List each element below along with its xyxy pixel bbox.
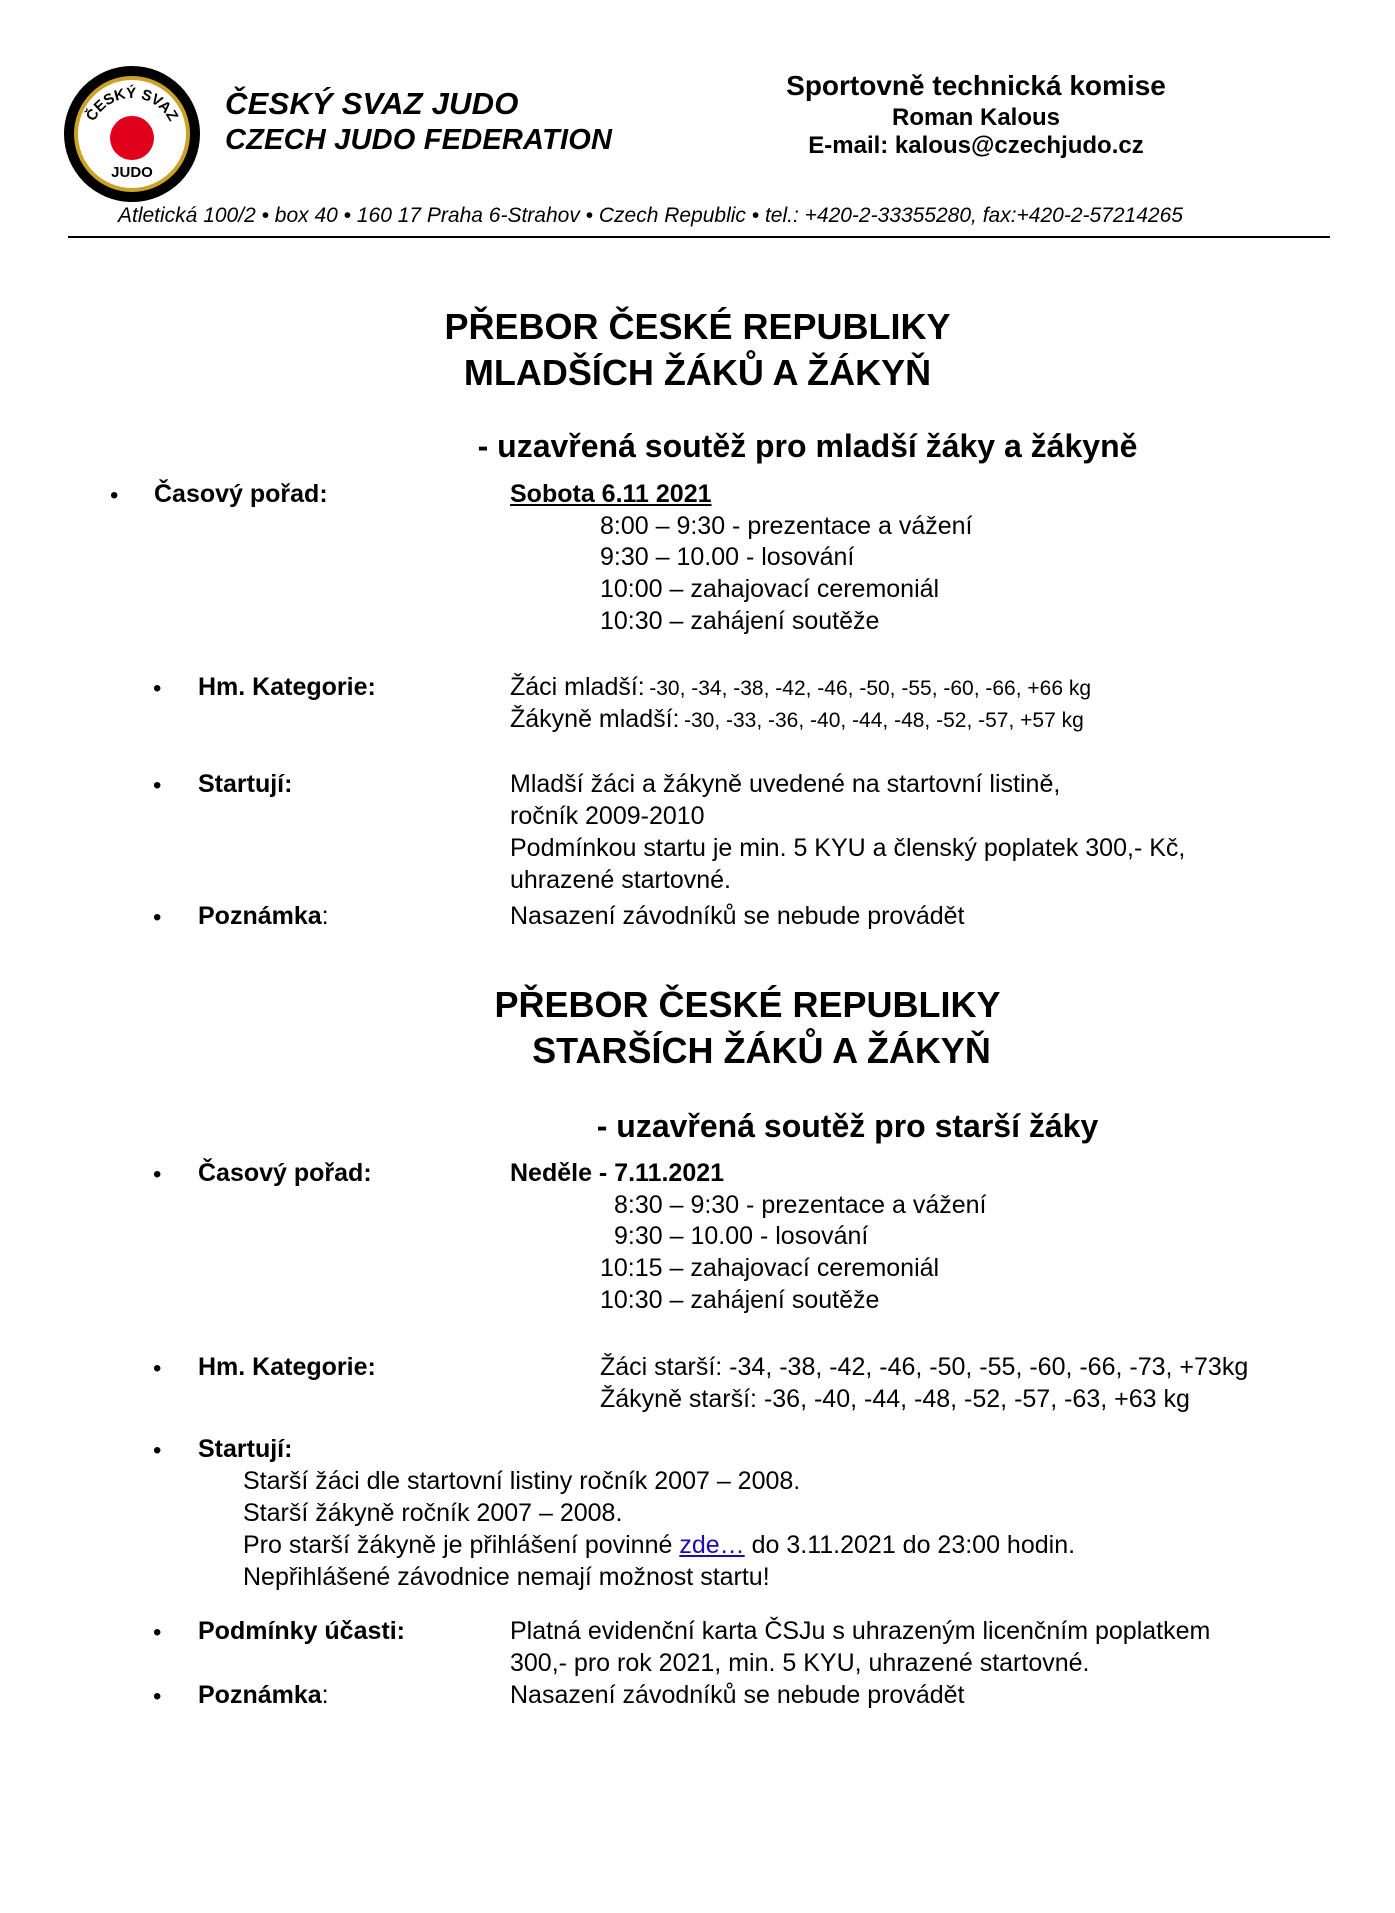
section2-start-label: Startují: bbox=[198, 1435, 293, 1463]
org-name-en: CZECH JUDO FEDERATION bbox=[225, 124, 613, 156]
section1-title-line1: PŘEBOR ČESKÉ REPUBLIKY bbox=[444, 306, 951, 347]
section2-categories-label: Hm. Kategorie: bbox=[198, 1353, 376, 1381]
section2-schedule-day: Neděle - 7.11.2021 bbox=[510, 1159, 725, 1187]
section2-schedule-item: 10:30 – zahájení soutěže bbox=[600, 1286, 880, 1314]
section2-title-line2: STARŠÍCH ŽÁKŮ A ŽÁKYŇ bbox=[532, 1030, 991, 1071]
bullet-icon: • bbox=[153, 904, 162, 931]
section2-start-line: Starší žákyně ročník 2007 – 2008. bbox=[243, 1499, 623, 1527]
committee-name: Sportovně technická komise bbox=[786, 70, 1166, 101]
section2-conditions-label: Podmínky účasti: bbox=[198, 1617, 405, 1645]
section1-schedule-label: Časový pořad: bbox=[154, 480, 328, 508]
org-name-cz: ČESKÝ SVAZ JUDO bbox=[225, 86, 519, 121]
section1-start-line: uhrazené startovné. bbox=[510, 866, 731, 894]
address-line: Atletická 100/2 • box 40 • 160 17 Praha 6-Strahov • Czech Republic • tel.: +420-2-33355280, fax:+420-2-57214265 bbox=[118, 204, 1183, 227]
section2-cat-boys: Žáci starší: -34, -38, -42, -46, -50, -55, -60, -66, -73, +73kg bbox=[600, 1353, 1249, 1381]
section2-note-text: Nasazení závodníků se nebude provádět bbox=[510, 1681, 965, 1709]
section2-subtitle: - uzavřená soutěž pro starší žáky bbox=[596, 1108, 1099, 1144]
section1-schedule-item: 8:00 – 9:30 - prezentace a vážení bbox=[600, 512, 973, 540]
section2-conditions-line: 300,- pro rok 2021, min. 5 KYU, uhrazené startovné. bbox=[510, 1649, 1090, 1677]
section1-start-line: ročník 2009-2010 bbox=[510, 802, 705, 830]
section1-schedule-day: Sobota 6.11 2021 bbox=[510, 480, 712, 508]
cat-girls-values: -30, -33, -36, -40, -44, -48, -52, -57, +57 kg bbox=[683, 709, 1084, 732]
section2-schedule-label: Časový pořad: bbox=[198, 1159, 372, 1187]
section1-note-label: Poznámka: bbox=[198, 902, 329, 930]
logo-ring-text: ČESKÝ SVAZ bbox=[82, 84, 182, 125]
section1-cat-girls bbox=[510, 705, 1084, 734]
bullet-icon: • bbox=[153, 1355, 162, 1382]
bullet-icon: • bbox=[153, 675, 162, 702]
section1-start-line: Podmínkou startu je min. 5 KYU a členský poplatek 300,- Kč, bbox=[510, 834, 1186, 862]
section2-schedule-item: 9:30 – 10.00 - losování bbox=[614, 1222, 869, 1250]
contact-name: Roman Kalous bbox=[891, 104, 1061, 131]
header-divider bbox=[68, 236, 1330, 238]
section2-schedule-item: 8:30 – 9:30 - prezentace a vážení bbox=[614, 1191, 987, 1219]
cat-girls-label: Žákyně mladší: bbox=[510, 705, 680, 733]
section2-start-line: Pro starší žákyně je přihlášení povinné zde… do 3.11.2021 do 23:00 hodin. bbox=[243, 1531, 1076, 1559]
section1-start-label: Startují: bbox=[198, 770, 293, 798]
section1-note-text: Nasazení závodníků se nebude provádět bbox=[510, 902, 965, 930]
bullet-icon: • bbox=[153, 772, 162, 799]
section1-title-line2: MLADŠÍCH ŽÁKŮ A ŽÁKYŇ bbox=[463, 352, 932, 393]
section2-note-label: Poznámka: bbox=[198, 1681, 329, 1709]
section1-cat-boys bbox=[510, 673, 1091, 702]
section2-start-line: Starší žáci dle startovní listiny ročník 2007 – 2008. bbox=[243, 1467, 801, 1495]
bullet-icon: • bbox=[153, 1161, 162, 1188]
bullet-icon: • bbox=[110, 482, 119, 509]
section2-cat-girls: Žákyně starší: -36, -40, -44, -48, -52, -57, -63, +63 kg bbox=[600, 1385, 1190, 1413]
registration-link[interactable]: zde… bbox=[679, 1531, 745, 1559]
section1-schedule-item: 10:00 – zahajovací ceremoniál bbox=[600, 575, 940, 603]
section2-schedule-item: 10:15 – zahajovací ceremoniál bbox=[600, 1254, 940, 1282]
section2-start-line: Nepřihlášené závodnice nemají možnost startu! bbox=[243, 1563, 770, 1591]
bullet-icon: • bbox=[153, 1437, 162, 1464]
section1-schedule-item: 10:30 – zahájení soutěže bbox=[600, 607, 880, 635]
bullet-icon: • bbox=[153, 1619, 162, 1646]
section1-schedule-item: 9:30 – 10.00 - losování bbox=[600, 543, 855, 571]
czech-judo-logo bbox=[62, 64, 202, 204]
section1-subtitle: - uzavřená soutěž pro mladší žáky a žákyně bbox=[477, 428, 1138, 464]
section2-conditions-line: Platná evidenční karta ČSJu s uhrazeným licenčním poplatkem bbox=[510, 1617, 1211, 1645]
section1-start-line: Mladší žáci a žákyně uvedené na startovní listině, bbox=[510, 770, 1061, 798]
cat-boys-label: Žáci mladší: bbox=[510, 673, 645, 701]
contact-email: E-mail: kalous@czechjudo.cz bbox=[808, 132, 1144, 159]
section2-title-line1: PŘEBOR ČESKÉ REPUBLIKY bbox=[494, 984, 1001, 1025]
cat-boys-values: -30, -34, -38, -42, -46, -50, -55, -60, -66, +66 kg bbox=[649, 677, 1092, 700]
logo-bottom-text: JUDO bbox=[111, 164, 153, 181]
bullet-icon: • bbox=[153, 1683, 162, 1710]
section1-categories-label: Hm. Kategorie: bbox=[198, 673, 376, 701]
